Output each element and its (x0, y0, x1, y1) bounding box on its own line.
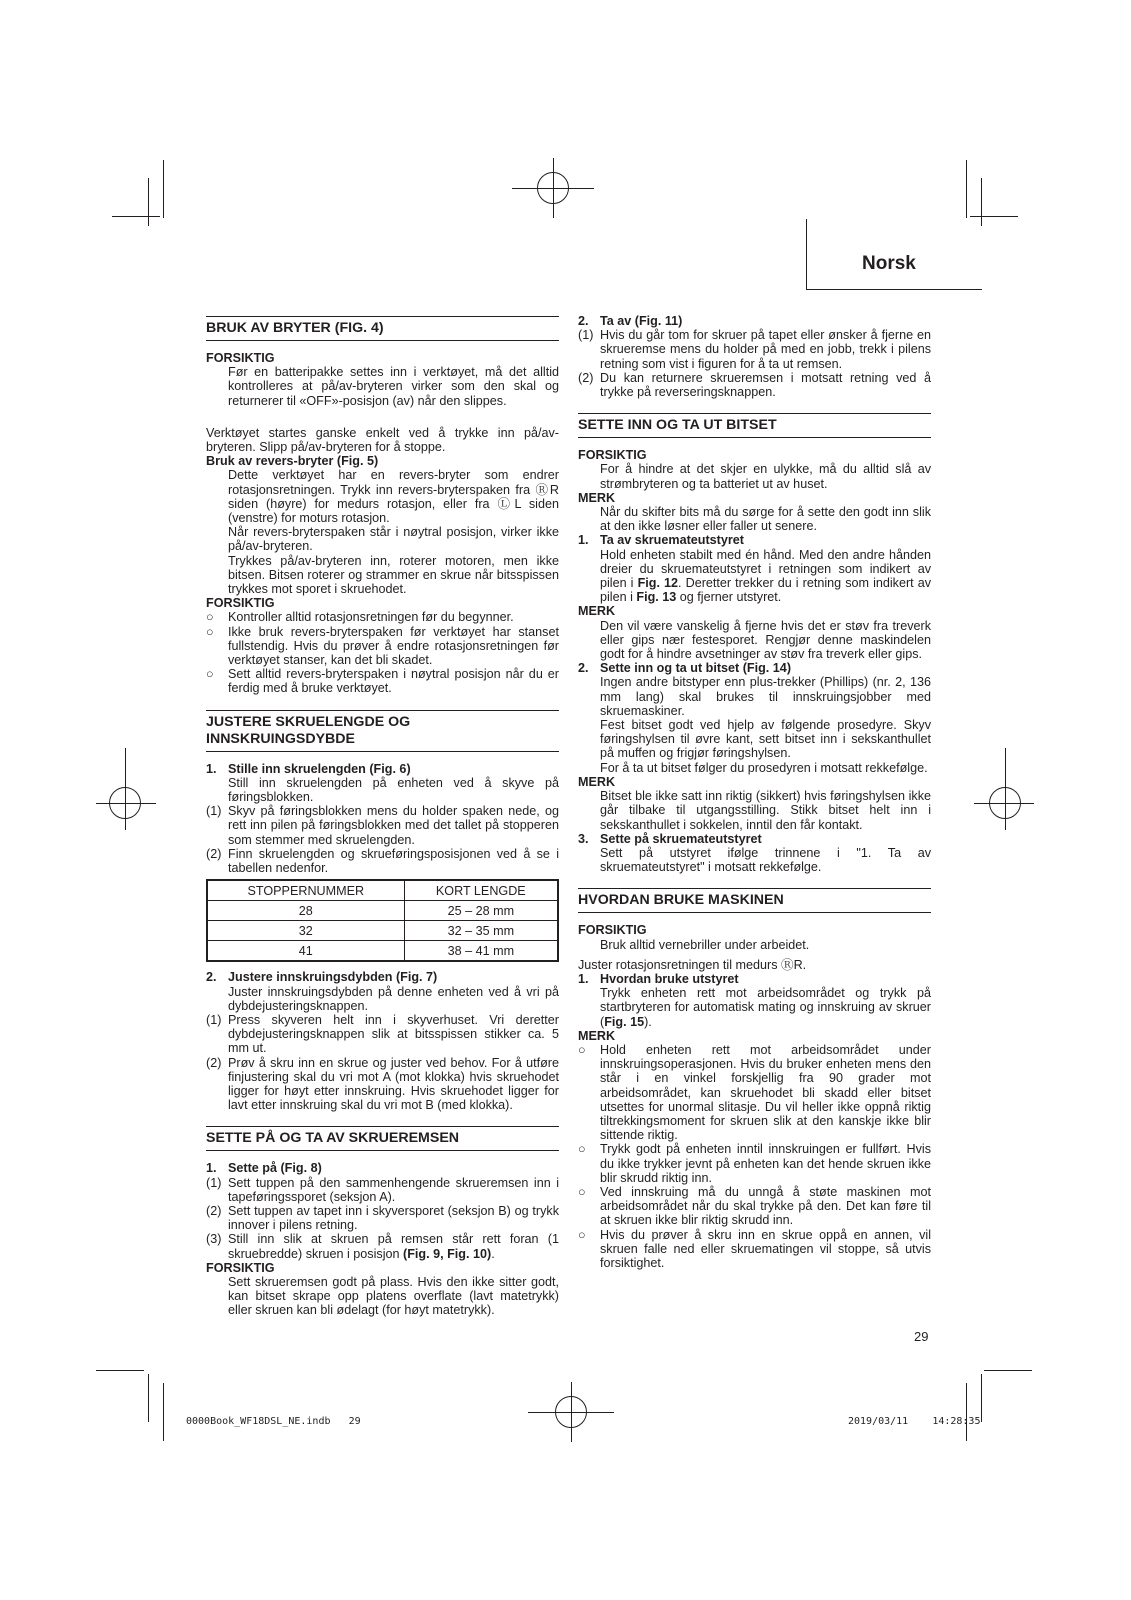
table-cell: 41 (207, 941, 404, 962)
list-item: (2) Prøv å skru inn en skrue og juster ved behov. For å utføre finjustering skal du vri mot A (mot klokka) hvis skruehodet ligger for høyt etter innskruing. Hvis skruehodet ligger for lavt etter innskruing skal du vri mot B (med klokka). (206, 1055, 559, 1113)
note-label: MERK (578, 604, 616, 619)
bullet-circle-icon: ○ (578, 1227, 586, 1242)
language-label: Norsk (862, 253, 916, 274)
list-item: (3) Still inn slik at skruen på remsen står rett foran (1 skruebredde) skruen i posisjon (Fig. 9, Fig. 10). (206, 1232, 559, 1261)
note-label: MERK (578, 774, 616, 789)
table-cell: 28 (207, 901, 404, 921)
list-item: (2) Finn skruelengden og skrueføringsposisjonen ved å se i tabellen nedenfor. (206, 846, 559, 876)
bullet-circle-icon: ○ (578, 1142, 586, 1157)
list-item: ○ Sett alltid revers-bryterspaken i nøytral posisjon når du er ferdig med å bruke verktøyet. (206, 667, 559, 696)
stopper-table (206, 879, 559, 962)
note-text: Den vil være vanskelig å fjerne hvis det er støv fra treverk eller gips nær festesporet. Rengjør denne maskindelen godt for å hindre avsetninger av støv fra treverk eller gips. (600, 618, 931, 662)
numbered-heading: 3. Sette på skruemateutstyret (578, 831, 762, 846)
caution-text: Sett skrueremsen godt på plass. Hvis den ikke sitter godt, kan bitset skrape opp platens overflate (lavt matetrykk) eller skruen kan bli ødelagt (for høyt matetrykk). (228, 1274, 559, 1318)
right-column (578, 314, 931, 1270)
list-item: (1) Sett tuppen på den sammenhengende skrueremsen inn i tapeføringssporet (seksjon A). (206, 1175, 559, 1204)
section-heading-bit: SETTE INN OG TA UT BITSET (578, 413, 931, 438)
table-row (207, 901, 558, 921)
paragraph: Juster innskruingsdybden på denne enheten ved å vri på dybdejusteringsknappen. (228, 984, 559, 1013)
caution-label: FORSIKTIG (206, 351, 275, 365)
caution-text: Før en batteripakke settes inn i verktøyet, må det alltid kontrolleres at på/av-bryteren virker som den skal og returnerer til «OFF»-posisjon (av) når den slippes. (228, 365, 559, 408)
list-item: (2) Sett tuppen av tapet inn i skyversporet (seksjon B) og trykk innover i pilens retning. (206, 1203, 559, 1233)
paragraph: Dette verktøyet har en revers-bryter som endrer rotasjonsretningen. Trykk inn revers-bryterspaken fra ⓇR siden (høyre) for medurs rotasjon, eller fra ⓁL siden (venstre) for moturs rotasjon. (228, 468, 559, 526)
numbered-heading: 1. Stille inn skruelengden (Fig. 6) (206, 761, 411, 776)
slug-file: 0000Book_WF18DSL_NE.indb 29 (186, 1416, 361, 1427)
paragraph: Verktøyet startes ganske enkelt ved å trykke inn på/av-bryteren. Slipp på/av-bryteren for å stoppe. (206, 425, 559, 455)
list-item: ○ Trykk godt på enheten inntil innskruingen er fullført. Hvis du ikke trykker jevnt på enheten kan det hende skruen ikke blir skrudd riktig inn. (578, 1142, 931, 1185)
numbered-heading: 1. Ta av skruemateutstyret (578, 533, 744, 548)
caution-text: For å hindre at det skjer en ulykke, må du alltid slå av strømbryteren og ta batteriet ut av huset. (600, 462, 931, 491)
subheading-reverse-switch: Bruk av revers-bryter (Fig. 5) (206, 454, 379, 469)
paragraph: Juster rotasjonsretningen til medurs ⓇR. (578, 957, 807, 972)
list-item: (1) Hvis du går tom for skruer på tapet eller ønsker å fjerne en skrueremse mens du holder på med en jobb, trekk i pilens retning som vist i figuren for å ta ut remsen. (578, 328, 931, 371)
numbered-heading: 2. Justere innskruingsdybden (Fig. 7) (206, 970, 438, 985)
table-header: KORT LENGDE (404, 880, 558, 901)
list-item: (2) Du kan returnere skrueremsen i motsatt retning ved å trykke på reverseringsknappen. (578, 370, 931, 400)
list-item: ○ Hold enheten rett mot arbeidsområdet under innskruingsoperasjonen. Hvis du bruker enheten mens den står i en vinkel forskjellig fra 90 grader mot arbeidsområdet, kan skruehodet bli skadd eller bitset utsettes for unormal slitasje. Du vil heller ikke oppnå riktig tiltrekkingsmoment for skruen slik at den kanskje ikke blir sittende riktig. (578, 1042, 931, 1143)
paragraph: Ingen andre bitstyper enn plus-trekker (Phillips) (nr. 2, 136 mm lang) skal brukes til innskruingsjobber med skruemaskiner. (600, 675, 931, 718)
section-heading-usage: HVORDAN BRUKE MASKINEN (578, 888, 931, 913)
table-header-row (207, 880, 558, 901)
table-cell: 32 (207, 921, 404, 941)
paragraph: Trykkes på/av-bryteren inn, roterer motoren, men ikke bitsen. Bitsen roterer og strammer en skrue når bitsspissen trykkes mot sporet i skruehodet. (228, 553, 559, 597)
left-column (206, 316, 559, 1318)
list-item: (1) Press skyveren helt inn i skyverhuset. Vri deretter dybdejusteringsknappen slik at bitsspissen stikker ca. 5 mm ut. (206, 1012, 559, 1056)
paragraph: Trykk enheten rett mot arbeidsområdet og trykk på startbryteren for automatisk mating og innskruing av skruer (Fig. 15). (600, 986, 931, 1029)
bullet-circle-icon: ○ (578, 1184, 586, 1199)
numbered-heading: 1. Hvordan bruke utstyret (578, 971, 739, 986)
note-label: MERK (578, 490, 616, 505)
bullet-circle-icon: ○ (206, 624, 214, 639)
bullet-circle-icon: ○ (578, 1042, 586, 1057)
list-item: (1) Skyv på føringsblokken mens du holder spaken nede, og rett inn pilen på føringsblokken med det tallet på stopperen som stemmer med skruelengden. (206, 804, 559, 847)
table-row (207, 941, 558, 962)
slug-timestamp: 2019/03/11 14:28:35 (848, 1416, 981, 1427)
note-text: Bitset ble ikke satt inn riktig (sikkert) hvis føringshylsen ikke går tilbake til utgangsstilling. Stikk bitset helt inn i sekskanthullet i sokkelen, inntil den får kontakt. (600, 789, 931, 832)
numbered-heading: 2. Ta av (Fig. 11) (578, 314, 683, 328)
numbered-heading: 2. Sette inn og ta ut bitset (Fig. 14) (578, 661, 792, 676)
table-cell: 32 – 35 mm (404, 921, 558, 941)
table-cell: 25 – 28 mm (404, 901, 558, 921)
note-label: MERK (578, 1028, 616, 1043)
paragraph: Fest bitset godt ved hjelp av følgende prosedyre. Skyv føringshylsen til øvre kant, sett bitset inn i sekskanthullet på muffen og frigjør føringshylsen. (600, 718, 931, 761)
caution-label: FORSIKTIG (578, 448, 647, 463)
list-item: ○ Kontroller alltid rotasjonsretningen før du begynner. (206, 610, 514, 625)
bullet-circle-icon: ○ (206, 610, 214, 625)
numbered-heading: 1. Sette på (Fig. 8) (206, 1161, 322, 1176)
paragraph: Når revers-bryterspaken står i nøytral posisjon, virker ikke på/av-bryteren. (228, 525, 559, 554)
note-text: Når du skifter bits må du sørge for å sette den godt inn slik at den ikke løsner eller faller ut senere. (600, 505, 931, 534)
list-item: ○ Ikke bruk revers-bryterspaken før verktøyet har stanset fullstendig. Hvis du prøver å endre rotasjonsretningen før verktøyet stanser, kan det bli skadet. (206, 624, 559, 668)
list-item: ○ Ved innskruing må du unngå å støte maskinen mot arbeidsområdet når du skal trykke på den. Det kan føre til at skruen ikke blir riktig skrudd inn. (578, 1184, 931, 1228)
bullet-circle-icon: ○ (206, 667, 214, 682)
caution-label: FORSIKTIG (206, 596, 275, 611)
table-cell: 38 – 41 mm (404, 941, 558, 962)
list-item: ○ Hvis du prøver å skru inn en skrue oppå en annen, vil skruen falle ned eller skruematingen vil stoppe, så utvis forsiktighet. (578, 1227, 931, 1270)
paragraph: Hold enheten stabilt med én hånd. Med den andre hånden dreier du skruemateutstyret i retningen som indikert av pilen i Fig. 12. Deretter trekker du i retning som indikert av pilen i Fig. 13 og fjerner utstyret. (600, 547, 932, 605)
caution-label: FORSIKTIG (206, 1260, 275, 1275)
section-heading-screw-strip: SETTE PÅ OG TA AV SKRUEREMSEN (206, 1126, 559, 1151)
section-heading-screw-length: JUSTERE SKRUELENGDE OG INNSKRUINGSDYBDE (206, 710, 559, 752)
paragraph: Still inn skruelengden på enheten ved å skyve på føringsblokken. (228, 775, 559, 805)
caution-text: Bruk alltid vernebriller under arbeidet. (600, 937, 810, 952)
paragraph: For å ta ut bitset følger du prosedyren i motsatt rekkefølge. (600, 760, 928, 775)
page-number: 29 (914, 1329, 929, 1344)
table-row (207, 921, 558, 941)
caution-label: FORSIKTIG (578, 923, 647, 938)
table-header: STOPPERNUMMER (207, 880, 404, 901)
paragraph: Sett på utstyret ifølge trinnene i "1. Ta av skruemateutstyret" i motsatt rekkefølge. (600, 845, 931, 875)
section-heading-switch: BRUK AV BRYTER (FIG. 4) (206, 316, 559, 341)
